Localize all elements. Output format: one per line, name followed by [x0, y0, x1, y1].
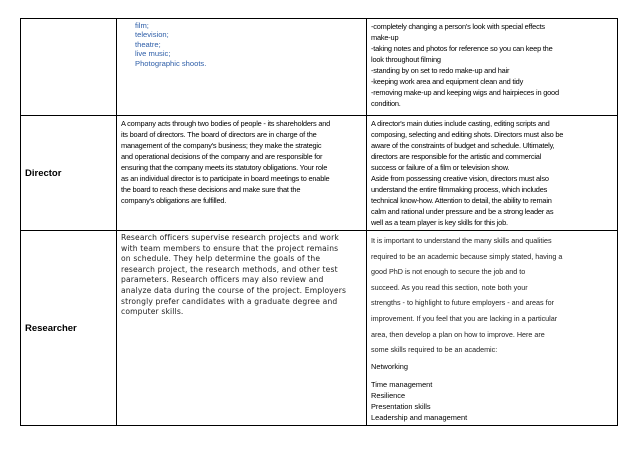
table-row [21, 231, 618, 426]
text-line: make-up [371, 33, 399, 42]
text-line: -removing make-up and keeping wigs and hairpieces in good [371, 88, 559, 97]
list-item: film; [135, 21, 149, 30]
text-line: company's obligations are fulfilled. [121, 196, 227, 205]
text-line: -completely changing a person's look with special effects [371, 22, 545, 31]
text-line: area, then develop a plan on how to improve. Here are [371, 329, 545, 339]
text-line: research project, the research methods, and other test [121, 264, 338, 274]
text-line: and operational decisions of the company and are responsible for [121, 152, 323, 161]
text-line: technical know-how. Attention to detail, the ability to remain [371, 196, 552, 205]
duties-text [371, 118, 613, 228]
text-line: condition. [371, 99, 401, 108]
text-line: management of the company's business; they make the strategic [121, 141, 322, 150]
description-cell [117, 231, 367, 426]
list-item: Time management [371, 379, 433, 389]
role-cell: Director [21, 116, 117, 231]
list-item: Resilience [371, 390, 406, 400]
text-line: calm and rational under pressure and be a strong leader as [371, 207, 554, 216]
text-line: on schedule. They help determine the goals of the [121, 254, 321, 264]
text-line: required to be an academic because simply stated, having a [371, 251, 563, 261]
text-line: strongly prefer candidates with a graduate degree and [121, 296, 338, 306]
text-line: parameters. Research officers may also review and [121, 275, 324, 285]
duties-cell [367, 116, 618, 231]
role-cell: Researcher [21, 231, 117, 426]
text-line: -taking notes and photos for reference so you can keep the [371, 44, 553, 53]
careers-table [20, 18, 618, 426]
text-line: analyze data during the course of the project. Employers [121, 285, 347, 295]
text-line: success or failure of a film or television show. [371, 163, 510, 172]
text-line: composing, selecting and editing shots. Directors must also be [371, 130, 564, 139]
text-line: ensuring that the company meets its statutory obligations. Your role [121, 163, 328, 172]
list-item: television; [135, 30, 169, 40]
text-line: the board to reach these decisions and make sure that the [121, 185, 301, 194]
table-row [21, 116, 618, 231]
description-text [121, 233, 362, 318]
text-line: understand the entire filmmaking process, which includes [371, 185, 548, 194]
list-item: live music; [135, 49, 171, 59]
text-line: with team members to ensure that the project remains [121, 243, 339, 253]
table-row [21, 19, 618, 116]
text-line: It is important to understand the many skills and qualities [371, 236, 552, 245]
text-line: its board of directors. The board of directors are in charge of the [121, 130, 317, 139]
media-list [121, 21, 362, 68]
skills-list [371, 362, 613, 423]
text-line: -keeping work area and equipment clean and tidy [371, 77, 524, 86]
text-line: well as a team player is key skills for this job. [371, 218, 508, 227]
description-cell [117, 19, 367, 116]
description-cell [117, 116, 367, 231]
text-line: look throughout filming [371, 55, 441, 64]
text-line: computer skills. [121, 307, 184, 317]
list-item: Photographic shoots. [135, 58, 207, 68]
list-item: Networking [371, 361, 408, 371]
text-line: improvement. If you feel that you are lacking in a particular [371, 313, 558, 323]
list-item: Leadership and management [371, 412, 468, 422]
text-line: good PhD is not enough to secure the job and to [371, 267, 526, 277]
text-line: A director's main duties include casting, editing scripts and [371, 119, 550, 128]
text-line: as an individual director is to participate in board meetings to enable [121, 174, 330, 183]
list-item: Presentation skills [371, 401, 431, 411]
role-cell [21, 19, 117, 116]
text-line: -standing by on set to redo make-up and hair [371, 66, 510, 75]
description-text [121, 118, 362, 206]
text-line: Research officers supervise research projects and work [121, 233, 339, 242]
text-line: strengths - to highlight to future employers - and areas for [371, 298, 554, 308]
duties-text [371, 233, 613, 358]
text-line: aware of the constraints of budget and schedule. Ultimately, [371, 141, 555, 150]
duties-cell [367, 231, 618, 426]
list-item: theatre; [135, 39, 161, 49]
text-line: Aside from possessing creative vision, directors must also [371, 174, 549, 183]
text-line: directors are responsible for the artistic and commercial [371, 152, 542, 161]
text-line: succeed. As you read this section, note both your [371, 282, 528, 292]
text-line: A company acts through two bodies of people - its shareholders and [121, 119, 331, 128]
duties-cell [367, 19, 618, 116]
duties-text [371, 21, 613, 109]
text-line: some skills required to be an academic: [371, 345, 498, 355]
